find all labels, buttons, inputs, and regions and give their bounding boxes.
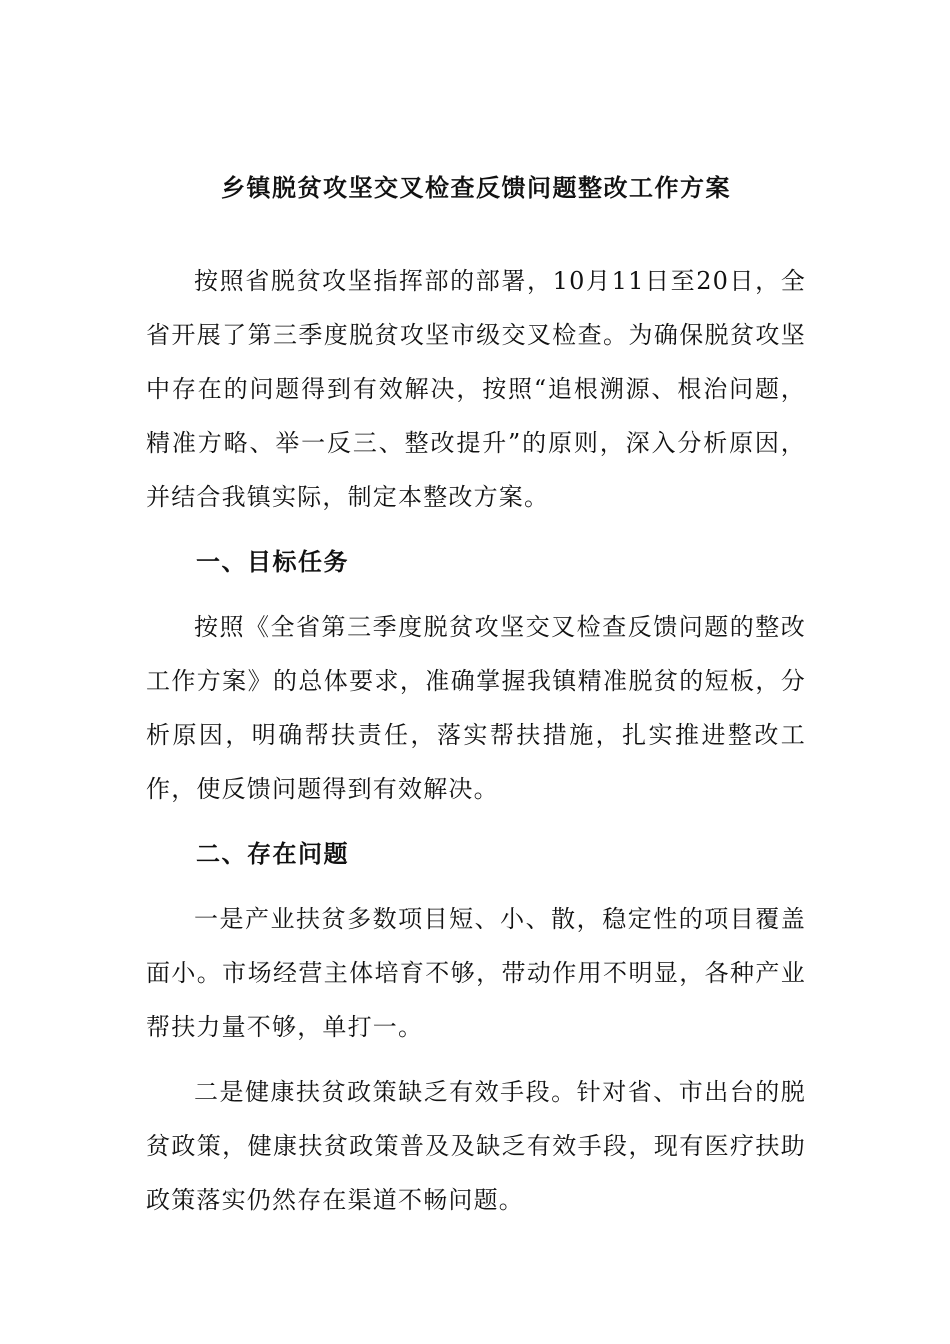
section-paragraph-goals: 按照《全省第三季度脱贫攻坚交叉检查反馈问题的整改工作方案》的总体要求，准确掌握我镇精准脱贫的短板，分析原因，明确帮扶责任，落实帮扶措施，扎实推进整改工作，使反馈问题得到有效解决。: [146, 613, 806, 803]
section-paragraph-problem-1: 一是产业扶贫多数项目短、小、散，稳定性的项目覆盖面小。市场经营主体培育不够，带动作用不明显，各种产业帮扶力量不够，单打一。: [146, 905, 806, 1041]
section-heading-goals: 一、目标任务: [196, 547, 349, 576]
intro-paragraph: 按照省脱贫攻坚指挥部的部署，10月11日至20日，全省开展了第三季度脱贫攻坚市级交叉检查。为确保脱贫攻坚中存在的问题得到有效解决，按照“追根溯源、根治问题，精准方略、举一反三、整改提升”的原则，深入分析原因，并结合我镇实际，制定本整改方案。: [146, 267, 806, 511]
section-paragraph-problem-2: 二是健康扶贫政策缺乏有效手段。针对省、市出台的脱贫政策，健康扶贫政策普及及缺乏有效手段，现有医疗扶助政策落实仍然存在渠道不畅问题。: [146, 1078, 806, 1214]
document-body: [146, 170, 806, 1227]
section-heading-problems: 二、存在问题: [196, 839, 349, 868]
document-title: 乡镇脱贫攻坚交叉检查反馈问题整改工作方案: [221, 173, 731, 202]
